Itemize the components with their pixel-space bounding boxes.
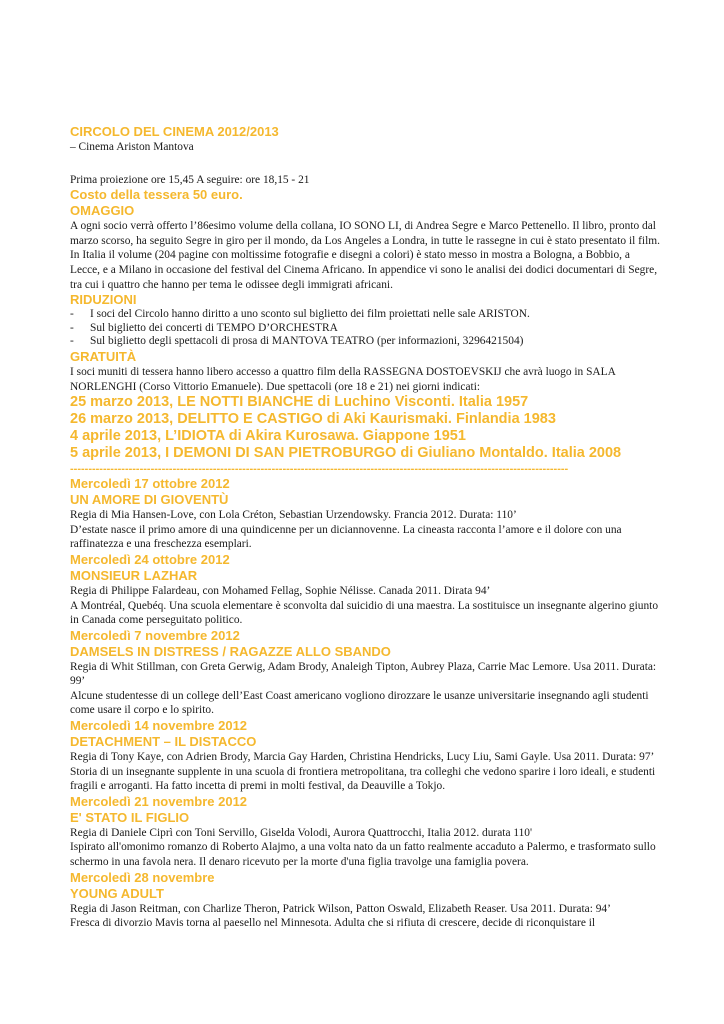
film-plot: Storia di un insegnante supplente in una scuola di frontiera metropolitana, tra colleghi che vedono sparire i loro ideali, e studenti fragili e arroganti. Ha fatto incetta di premi in molti festival, da Deauville a Tokjo.: [70, 765, 656, 793]
film-entry: [70, 552, 660, 628]
screening-date: 25 marzo 2013, LE NOTTI BIANCHE di Luchino Visconti. Italia 1957: [70, 394, 529, 411]
list-item: [70, 308, 660, 322]
film-entry: [70, 476, 660, 552]
omaggio-text: A ogni socio verrà offerto l’86esimo volume della collana, IO SONO LI, di Andrea Segre e Marco Pettenello. Il libro, pronto dal marzo scorso, ha seguito Segre in giro per il mondo, da Los Angeles a Londra, in tutte le rassegne in cui è stato presentato il film. In Italia il volume (204 pagine con moltissime fotografie e disegni a colori) è stato messo in mostra a Bologna, a Bobbio, a Lecce, e a Milano in occasione del festival del Cinema Africano. In appendice vi sono le analisi dei dodici documentari di Segre, tra cui i quattro che hanno per tema le odissee degli immigrati africani.: [70, 220, 660, 291]
film-title: DAMSELS IN DISTRESS / RAGAZZE ALLO SBANDO: [70, 643, 391, 659]
omaggio-heading: OMAGGIO: [70, 203, 135, 219]
film-credits: Regia di Tony Kaye, con Adrien Brody, Marcia Gay Harden, Christina Hendricks, Lucy Liu, Sami Gayle. Usa 2011. Durata: 97’: [70, 751, 655, 764]
list-item: [70, 335, 660, 349]
film-date: Mercoledì 24 ottobre 2012: [70, 551, 230, 567]
film-date: Mercoledì 17 ottobre 2012: [70, 476, 230, 492]
film-entry: [70, 718, 660, 794]
gratuita-heading: GRATUITÀ: [70, 348, 137, 364]
section-separator: ----------------------------------------------------------------------------------------------------------------------------------------: [70, 463, 569, 476]
film-credits: Regia di Whit Stillman, con Greta Gerwig, Adam Brody, Analeigh Tipton, Aubrey Plaza, Carrie Mac Lemore. Usa 2011. Durata: 99’: [70, 660, 657, 688]
list-item: [70, 322, 660, 336]
list-dash: -: [70, 308, 74, 321]
list-dash: -: [70, 335, 74, 348]
film-date: Mercoledì 7 novembre 2012: [70, 627, 240, 643]
film-plot: Ispirato all'omonimo romanzo di Roberto Alajmo, a una volta nato da un fatto realmente accaduto a Palermo, e trasformato sullo schermo in una favola nera. Il denaro ricevuto per la morte d'una figlia travolge una famiglia povera.: [70, 841, 656, 869]
film-title: MONSIEUR LAZHAR: [70, 567, 198, 583]
document-page: [70, 124, 660, 931]
film-entry: [70, 870, 660, 931]
film-date: Mercoledì 21 novembre 2012: [70, 793, 248, 809]
blank-line: [70, 155, 660, 173]
film-plot: D’estate nasce il primo amore di una quindicenne per un diciannovenne. La cineasta racconta l’amore e il dolore con una raffinatezza e una freschezza esemplari.: [70, 523, 622, 551]
film-date: Mercoledì 14 novembre 2012: [70, 718, 248, 734]
film-entry: [70, 628, 660, 718]
film-credits: Regia di Daniele Ciprì con Toni Servillo, Giselda Volodi, Aurora Quattrocchi, Italia 2012. durata 110': [70, 826, 533, 839]
screening-date: 26 marzo 2013, DELITTO E CASTIGO di Aki Kaurismaki. Finlandia 1983: [70, 411, 556, 428]
screening-date: 4 aprile 2013, L’IDIOTA di Akira Kurosawa. Giappone 1951: [70, 428, 466, 445]
price-heading: Costo della tessera 50 euro.: [70, 187, 243, 203]
film-credits: Regia di Philippe Falardeau, con Mohamed Fellag, Sophie Nélisse. Canada 2011. Dirata 94’: [70, 584, 491, 597]
film-title: UN AMORE DI GIOVENTÙ: [70, 492, 229, 508]
list-item-text: Sul biglietto degli spettacoli di prosa di MANTOVA TEATRO (per informazioni, 3296421504): [90, 335, 524, 348]
list-item-text: I soci del Circolo hanno diritto a uno sconto sul biglietto dei film proiettati nelle sale ARISTON.: [90, 308, 530, 321]
film-title: YOUNG ADULT: [70, 885, 164, 901]
film-entry: [70, 794, 660, 870]
riduzioni-heading: RIDUZIONI: [70, 292, 137, 308]
film-title: E' STATO IL FIGLIO: [70, 809, 190, 825]
film-plot: A Montréal, Quebéq. Una scuola elementare è sconvolta dal suicidio di una maestra. La sostituisce un insegnante algerino giunto in Canada come perseguitato politico.: [70, 599, 659, 627]
schedule-text: Prima proiezione ore 15,45 A seguire: ore 18,15 - 21: [70, 173, 310, 186]
list-item-text: Sul biglietto dei concerti di TEMPO D’ORCHESTRA: [90, 321, 338, 334]
film-title: DETACHMENT – IL DISTACCO: [70, 734, 257, 750]
list-dash: -: [70, 321, 74, 334]
film-credits: Regia di Mia Hansen-Love, con Lola Créton, Sebastian Urzendowsky. Francia 2012. Durata: 110’: [70, 509, 517, 522]
gratuita-text: I soci muniti di tessera hanno libero accesso a quattro film della RASSEGNA DOSTOEVSKIJ che avrà luogo in SALA NORLENGHI (Corso Vittorio Emanuele). Due spettacoli (ore 18 e 21) nei giorni indicati:: [70, 365, 616, 393]
film-plot: Fresca di divorzio Mavis torna al paesello nel Minnesota. Adulta che si rifiuta di crescere, decide di riconquistare il: [70, 917, 596, 930]
document-title: CIRCOLO DEL CINEMA 2012/2013: [70, 124, 279, 139]
film-plot: Alcune studentesse di un college dell’East Coast americano vogliono dirozzare le usanze universitarie insegnando agli studenti come usare il corpo e lo spirito.: [70, 689, 649, 717]
screening-date: 5 aprile 2013, I DEMONI DI SAN PIETROBURGO di Giuliano Montaldo. Italia 2008: [70, 445, 622, 462]
film-date: Mercoledì 28 novembre: [70, 869, 215, 885]
document-subtitle: – Cinema Ariston Mantova: [70, 141, 194, 153]
film-credits: Regia di Jason Reitman, con Charlize Theron, Patrick Wilson, Patton Oswald, Elizabeth Reaser. Usa 2011. Durata: 94’: [70, 902, 611, 915]
